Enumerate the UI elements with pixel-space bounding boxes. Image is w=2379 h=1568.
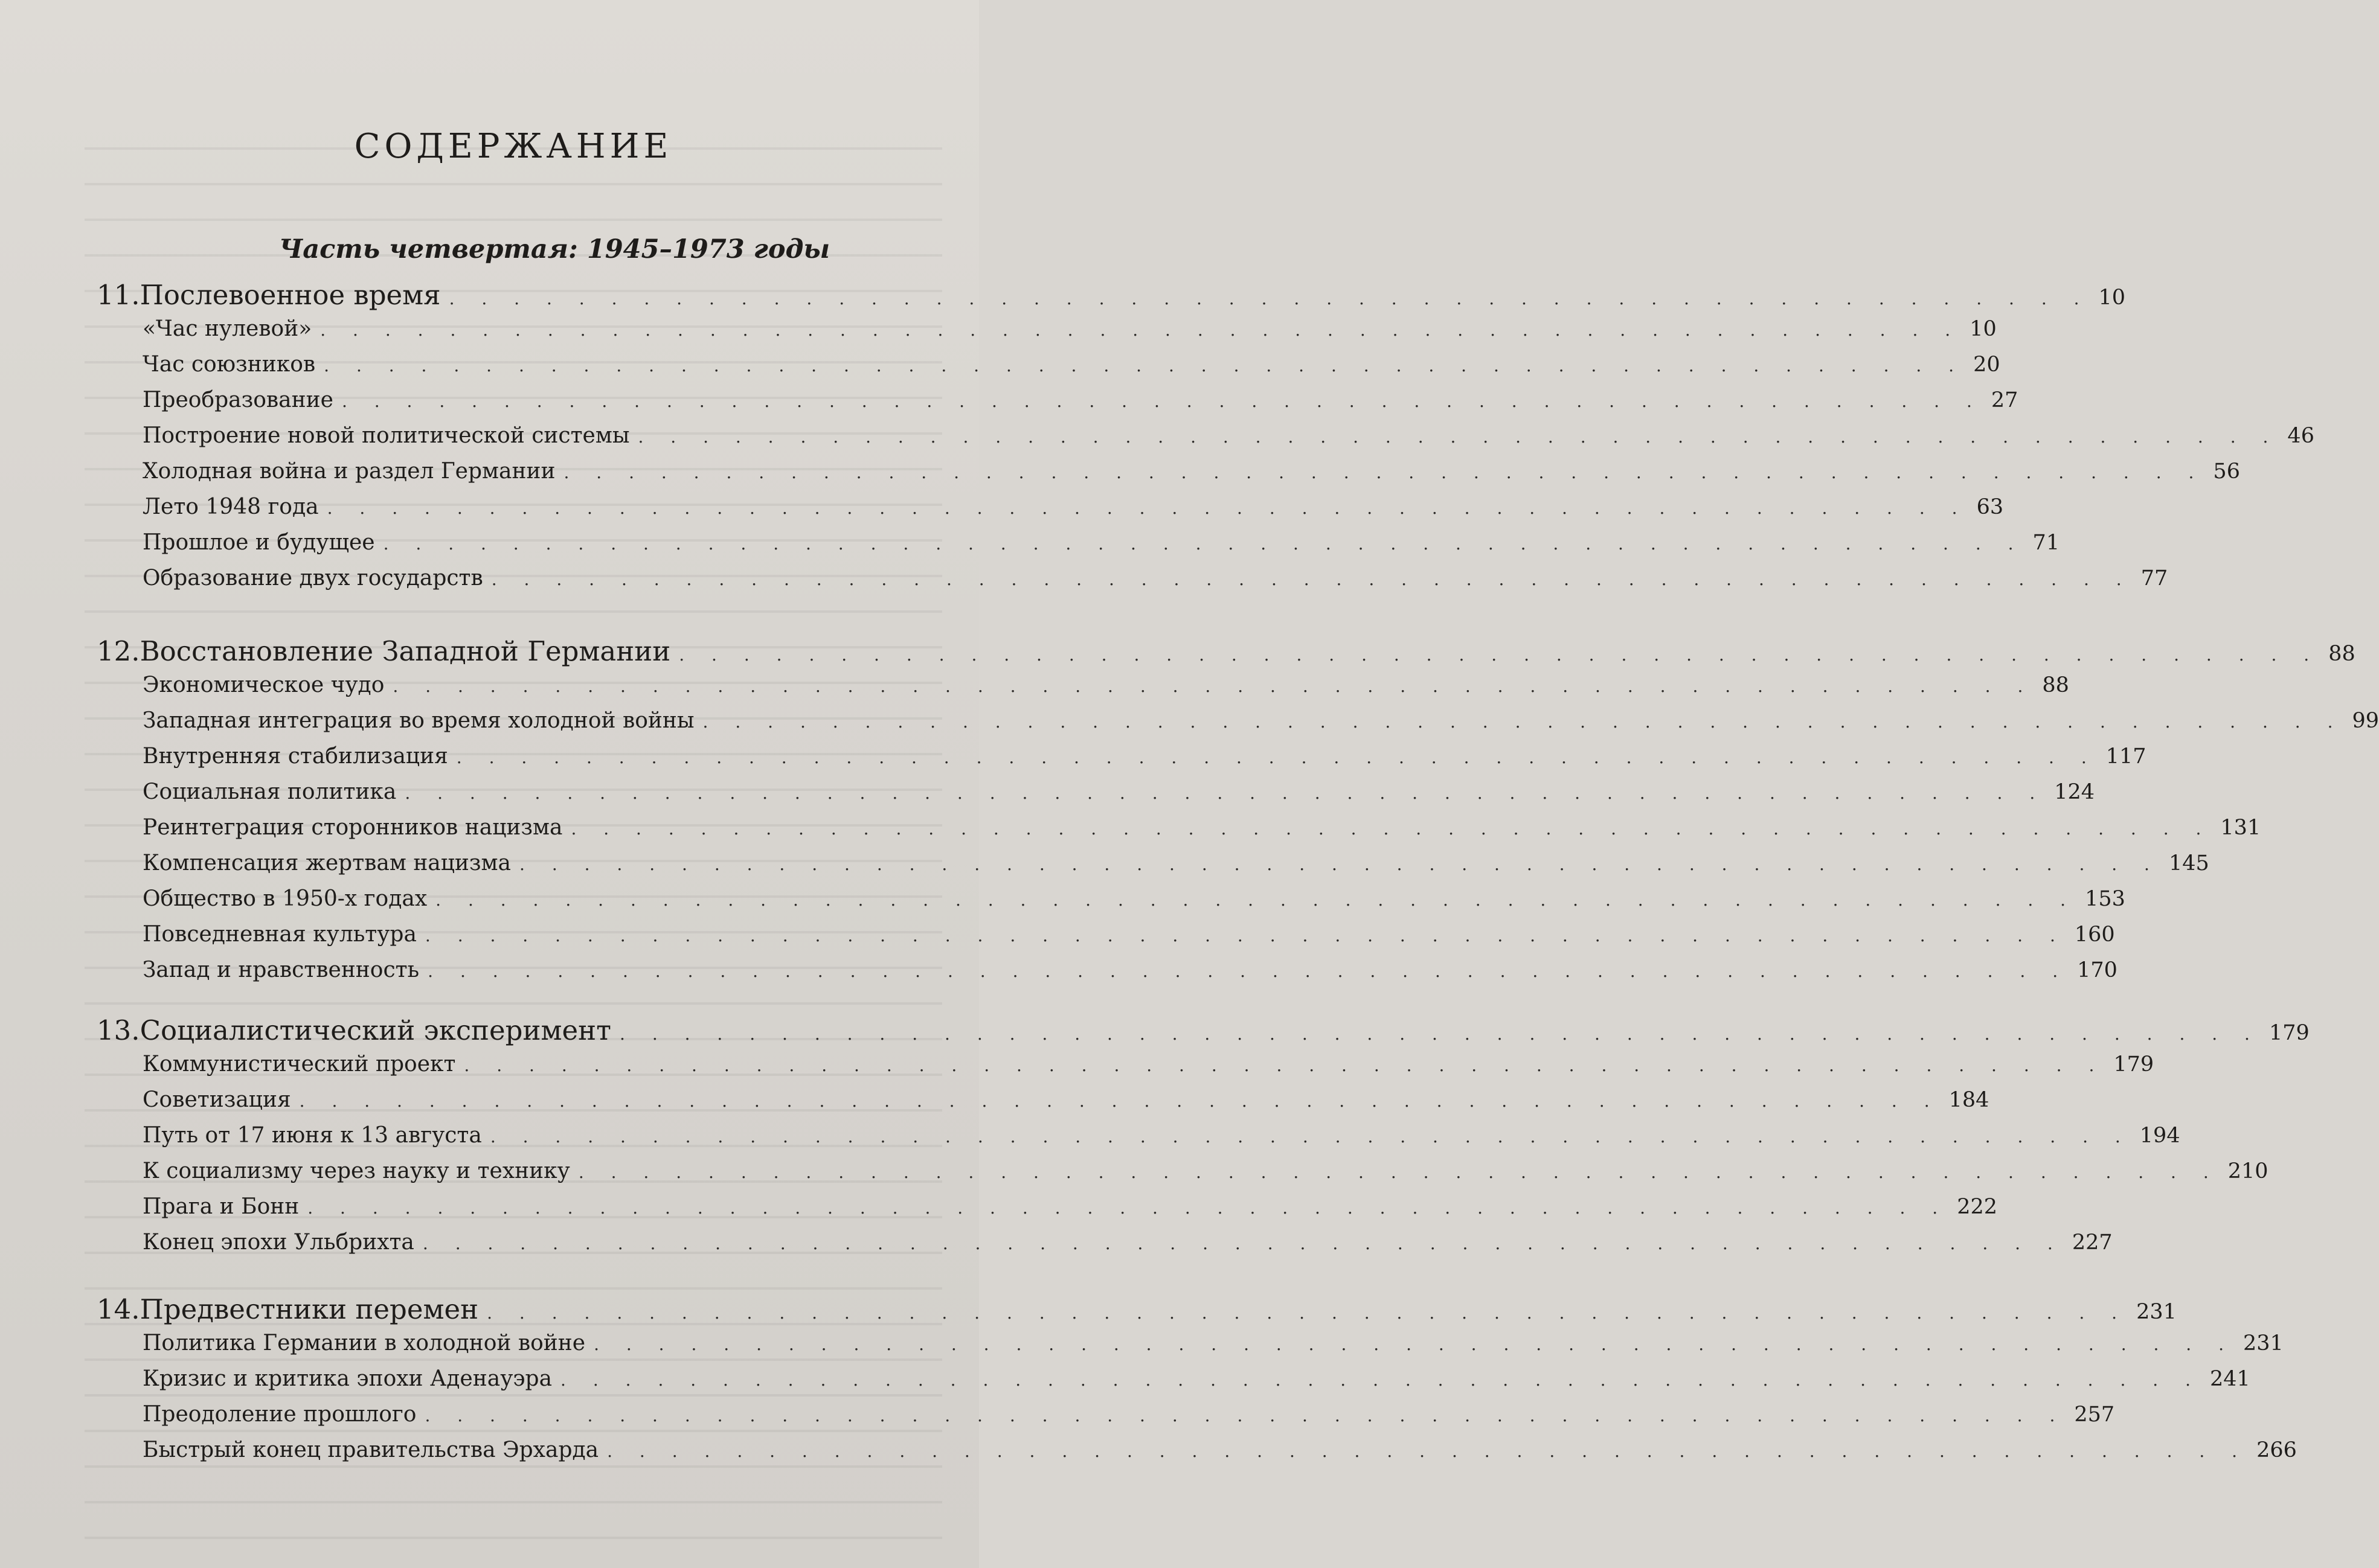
dot-leader: . . . . . . . . . . . . . . . . . . . . . . . . . . . . . . . . . . . . . . . . . . . . . . . . . . . [307, 1198, 1949, 1218]
section-page-number: 222 [1957, 1195, 1997, 1219]
chapter-title: Предвестники перемен [140, 1293, 479, 1325]
section-row [0, 352, 2000, 377]
section-row [0, 1366, 2250, 1391]
section-row [0, 1438, 2297, 1462]
section-page-number: 99 [2352, 709, 2379, 733]
section-row [0, 1331, 2284, 1355]
dot-leader: . . . . . . . . . . . . . . . . . . . . . . . . . . . . . . . . . . . . . . . . . . . . . . . . . . . [320, 320, 1962, 340]
section-title: Реинтеграция сторонников нацизма [143, 815, 563, 840]
section-row [0, 815, 2261, 840]
section-page-number: 63 [1976, 495, 2004, 519]
dot-leader: . . . . . . . . . . . . . . . . . . . . . . . . . . . . . . . . . . . . . . . . . . . . . . . . . . . [405, 783, 2046, 803]
chapter-row [0, 635, 2355, 667]
dot-leader: . . . . . . . . . . . . . . . . . . . . . . . . . . . . . . . . . . . . . . . . . . . . . . . . . . . [490, 1127, 2131, 1147]
section-page-number: 124 [2054, 780, 2095, 804]
section-row [0, 1087, 1989, 1112]
part-heading: Часть четвертая: 1945–1973 годы [279, 234, 830, 264]
section-row [0, 673, 2069, 697]
dot-leader: . . . . . . . . . . . . . . . . . . . . . . . . . . . . . . . . . . . . . . . . . . . . . . . . . . . [299, 1091, 1941, 1111]
section-page-number: 257 [2074, 1403, 2115, 1427]
chapter-number: 11. [97, 279, 140, 311]
dot-leader: . . . . . . . . . . . . . . . . . . . . . . . . . . . . . . . . . . . . . . . . . . . . . . . . . . . [327, 498, 1968, 518]
section-row [0, 316, 1997, 341]
section-page-number: 194 [2139, 1124, 2180, 1148]
dot-leader: . . . . . . . . . . . . . . . . . . . . . . . . . . . . . . . . . . . . . . . . . . . . . . . . . . . [702, 712, 2344, 732]
section-title: Путь от 17 июня к 13 августа [143, 1123, 482, 1148]
section-page-number: 241 [2210, 1367, 2250, 1391]
dot-leader: . . . . . . . . . . . . . . . . . . . . . . . . . . . . . . . . . . . . . . . . . . . . . . . . . . . [620, 1024, 2261, 1044]
chapter-number: 12. [97, 635, 140, 667]
section-title: Построение новой политической системы [143, 423, 630, 448]
section-title: Социальная политика [143, 779, 397, 804]
section-title: Экономическое чудо [143, 673, 385, 697]
section-page-number: 46 [2287, 424, 2314, 448]
section-title: Преобразование [143, 388, 333, 412]
section-row [0, 886, 2125, 911]
section-row [0, 922, 2115, 947]
section-page-number: 160 [2074, 923, 2115, 947]
section-row [0, 459, 2240, 484]
section-row [0, 779, 2095, 804]
section-page-number: 153 [2085, 887, 2125, 911]
section-title: Кризис и критика эпохи Аденауэра [143, 1366, 553, 1391]
chapter-page-number: 88 [2328, 642, 2355, 666]
dot-leader: . . . . . . . . . . . . . . . . . . . . . . . . . . . . . . . . . . . . . . . . . . . . . . . . . . . [464, 1055, 2105, 1075]
section-row [0, 388, 2018, 412]
section-page-number: 184 [1948, 1088, 1989, 1112]
section-title: Запад и нравственность [143, 958, 420, 982]
section-page-number: 77 [2140, 566, 2168, 590]
section-page-number: 131 [2220, 816, 2261, 840]
section-row [0, 1402, 2115, 1427]
section-title: Конец эпохи Ульбрихта [143, 1230, 414, 1255]
section-title: Быстрый конец правительства Эрхарда [143, 1438, 599, 1462]
chapter-page-number: 231 [2136, 1300, 2177, 1324]
dot-leader: . . . . . . . . . . . . . . . . . . . . . . . . . . . . . . . . . . . . . . . . . . . . . . . . . . . [571, 819, 2212, 839]
section-row [0, 530, 2060, 555]
section-page-number: 170 [2077, 958, 2117, 982]
section-title: Политика Германии в холодной войне [143, 1331, 586, 1355]
dot-leader: . . . . . . . . . . . . . . . . . . . . . . . . . . . . . . . . . . . . . . . . . . . . . . . . . . . [422, 1234, 2064, 1253]
section-row [0, 958, 2117, 982]
dot-leader: . . . . . . . . . . . . . . . . . . . . . . . . . . . . . . . . . . . . . . . . . . . . . . . . . . . [679, 645, 2320, 665]
dot-leader: . . . . . . . . . . . . . . . . . . . . . . . . . . . . . . . . . . . . . . . . . . . . . . . . . . . [491, 569, 2133, 589]
dot-leader: . . . . . . . . . . . . . . . . . . . . . . . . . . . . . . . . . . . . . . . . . . . . . . . . . . . [578, 1162, 2220, 1182]
section-page-number: 56 [2213, 459, 2240, 484]
dot-leader: . . . . . . . . . . . . . . . . . . . . . . . . . . . . . . . . . . . . . . . . . . . . . . . . . . . [425, 926, 2066, 946]
dot-leader: . . . . . . . . . . . . . . . . . . . . . . . . . . . . . . . . . . . . . . . . . . . . . . . . . . . [519, 854, 2160, 874]
section-title: Лето 1948 года [143, 494, 319, 519]
chapter-row [0, 1293, 2177, 1325]
section-row [0, 423, 2314, 448]
section-title: Холодная война и раздел Германии [143, 459, 556, 484]
section-title: Прошлое и будущее [143, 530, 375, 555]
dot-leader: . . . . . . . . . . . . . . . . . . . . . . . . . . . . . . . . . . . . . . . . . . . . . . . . . . . [560, 1370, 2201, 1390]
section-title: Прага и Бонн [143, 1194, 300, 1219]
section-title: Компенсация жертвам нацизма [143, 851, 512, 875]
dot-leader: . . . . . . . . . . . . . . . . . . . . . . . . . . . . . . . . . . . . . . . . . . . . . . . . . . . [607, 1441, 2249, 1461]
dot-leader: . . . . . . . . . . . . . . . . . . . . . . . . . . . . . . . . . . . . . . . . . . . . . . . . . . . [563, 462, 2205, 482]
dot-leader: . . . . . . . . . . . . . . . . . . . . . . . . . . . . . . . . . . . . . . . . . . . . . . . . . . . [449, 289, 2090, 309]
section-title: Внутренняя стабилизация [143, 744, 448, 769]
chapter-number: 13. [97, 1014, 140, 1046]
section-title: Час союзников [143, 352, 316, 377]
chapter-title: Восстановление Западной Германии [140, 635, 671, 667]
dot-leader: . . . . . . . . . . . . . . . . . . . . . . . . . . . . . . . . . . . . . . . . . . . . . . . . . . . [638, 427, 2279, 447]
dot-leader: . . . . . . . . . . . . . . . . . . . . . . . . . . . . . . . . . . . . . . . . . . . . . . . . . . . [487, 1303, 2128, 1323]
chapter-number: 14. [97, 1293, 140, 1325]
section-row [0, 1159, 2268, 1183]
section-row [0, 1230, 2113, 1255]
section-row [0, 566, 2168, 590]
section-row [0, 494, 2004, 519]
section-title: Образование двух государств [143, 566, 483, 590]
section-page-number: 71 [2032, 531, 2060, 555]
dot-leader: . . . . . . . . . . . . . . . . . . . . . . . . . . . . . . . . . . . . . . . . . . . . . . . . . . . [456, 747, 2098, 767]
section-row [0, 1194, 1997, 1219]
dot-leader: . . . . . . . . . . . . . . . . . . . . . . . . . . . . . . . . . . . . . . . . . . . . . . . . . . . [594, 1334, 2235, 1354]
section-row [0, 851, 2209, 875]
section-page-number: 27 [1991, 388, 2018, 412]
section-row [0, 708, 2379, 733]
section-page-number: 117 [2105, 744, 2146, 769]
dot-leader: . . . . . . . . . . . . . . . . . . . . . . . . . . . . . . . . . . . . . . . . . . . . . . . . . . . [435, 890, 2077, 910]
section-title: «Час нулевой» [143, 316, 312, 341]
section-page-number: 231 [2243, 1331, 2284, 1355]
section-title: Коммунистический проект [143, 1052, 456, 1077]
section-page-number: 10 [1970, 317, 1997, 341]
dot-leader: . . . . . . . . . . . . . . . . . . . . . . . . . . . . . . . . . . . . . . . . . . . . . . . . . . . [428, 961, 2069, 981]
dot-leader: . . . . . . . . . . . . . . . . . . . . . . . . . . . . . . . . . . . . . . . . . . . . . . . . . . . [341, 391, 1983, 411]
section-row [0, 1052, 2154, 1077]
section-title: Советизация [143, 1087, 291, 1112]
section-page-number: 20 [1973, 353, 2000, 377]
section-page-number: 88 [2042, 673, 2069, 697]
chapter-row [0, 279, 2126, 311]
section-row [0, 1123, 2180, 1148]
section-title: Западная интеграция во время холодной войны [143, 708, 695, 733]
section-title: Повседневная культура [143, 922, 417, 947]
section-page-number: 266 [2256, 1438, 2297, 1462]
dot-leader: . . . . . . . . . . . . . . . . . . . . . . . . . . . . . . . . . . . . . . . . . . . . . . . . . . . [425, 1406, 2066, 1426]
contents-heading: СОДЕРЖАНИЕ [354, 127, 673, 166]
chapter-title: Послевоенное время [140, 279, 441, 311]
section-title: Преодоление прошлого [143, 1402, 417, 1427]
dot-leader: . . . . . . . . . . . . . . . . . . . . . . . . . . . . . . . . . . . . . . . . . . . . . . . . . . . [324, 356, 1965, 376]
chapter-page-number: 179 [2268, 1021, 2310, 1045]
section-title: К социализму через науку и технику [143, 1159, 570, 1183]
dot-leader: . . . . . . . . . . . . . . . . . . . . . . . . . . . . . . . . . . . . . . . . . . . . . . . . . . . [393, 676, 2034, 696]
section-page-number: 179 [2113, 1052, 2154, 1077]
section-page-number: 210 [2227, 1159, 2268, 1183]
section-page-number: 145 [2168, 851, 2209, 875]
section-row [0, 744, 2146, 769]
dot-leader: . . . . . . . . . . . . . . . . . . . . . . . . . . . . . . . . . . . . . . . . . . . . . . . . . . . [383, 534, 2024, 554]
section-title: Общество в 1950-х годах [143, 886, 428, 911]
section-page-number: 227 [2072, 1230, 2113, 1255]
chapter-row [0, 1014, 2310, 1046]
chapter-title: Социалистический эксперимент [140, 1014, 612, 1046]
chapter-page-number: 10 [2098, 286, 2126, 310]
